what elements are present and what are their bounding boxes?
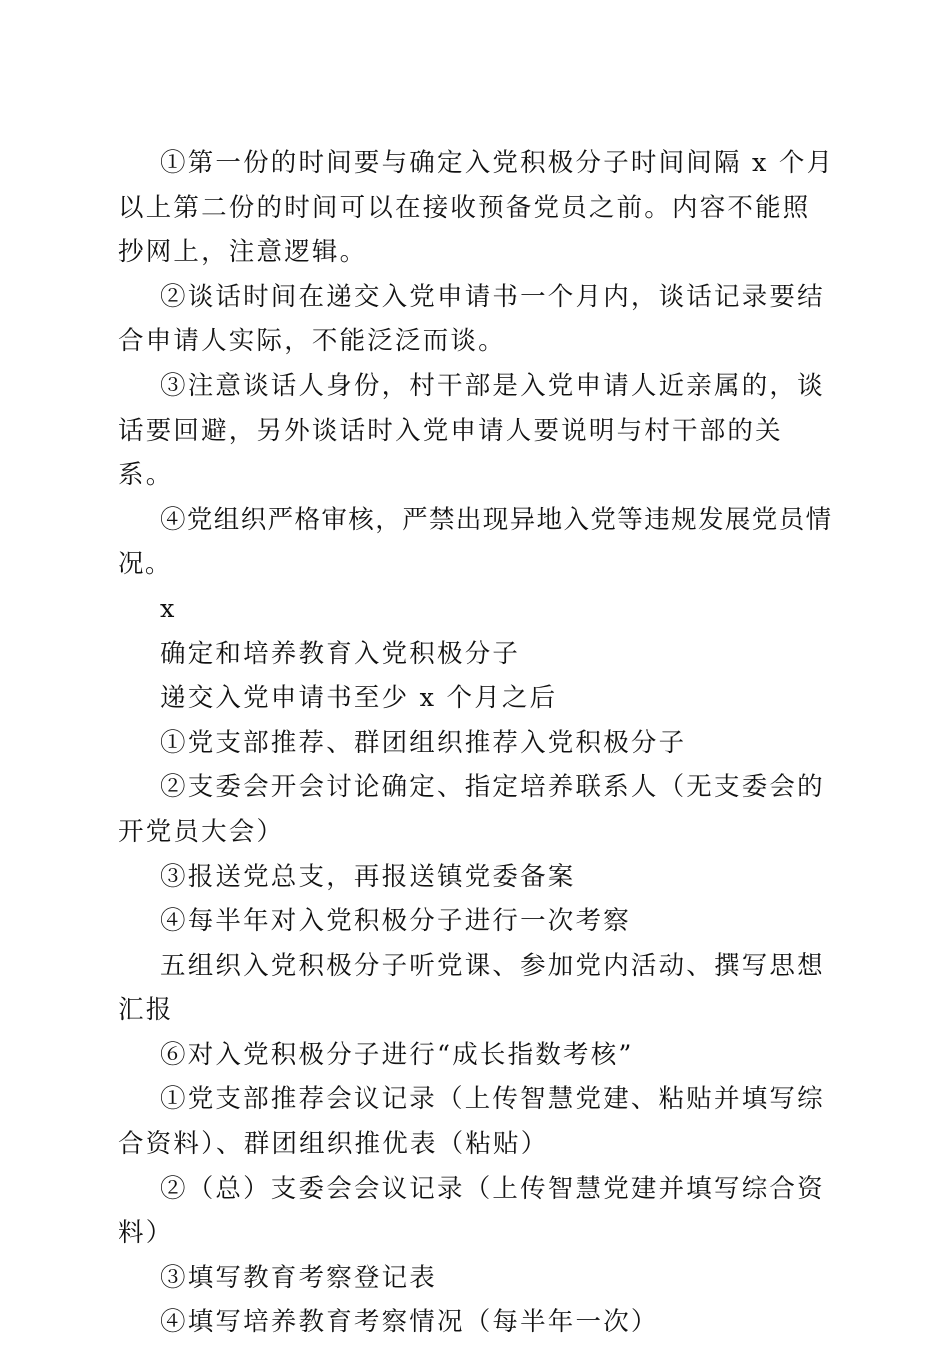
paragraph: ③填写教育考察登记表 [160,1262,438,1293]
paragraph: ③注意谈话人身份，村干部是入党申请人近亲属的，谈话要回避，另外谈话时入党申请人要说明与村干部的关系。 [118,370,825,491]
paragraph: ②（总）支委会会议记录（上传智慧党建并填写综合资料） [118,1173,825,1249]
paragraph: ④每半年对入党积极分子进行一次考察 [160,906,631,937]
paragraph: ①党支部推荐会议记录（上传智慧党建、粘贴并填写综合资料）、群团组织推优表（粘贴） [118,1084,825,1160]
paragraph: ④党组织严格审核，严禁出现异地入党等违规发展党员情况。 [118,504,833,580]
section-heading: 确定和培养教育入党积极分子 [160,638,521,669]
paragraph: 递交入党申请书至少 x 个月之后 [160,683,558,714]
paragraph: ④填写培养教育考察情况（每半年一次） [160,1307,659,1338]
paragraph: ②支委会开会讨论确定、指定培养联系人（无支委会的开党员大会） [118,772,825,847]
paragraph: 五组织入党积极分子听党课、参加党内活动、撰写思想汇报 [118,950,825,1026]
paragraph: ⑥对入党积极分子进行“成长指数考核” [160,1039,634,1070]
paragraph: x [160,593,177,624]
document-body [118,141,838,1345]
paragraph: ①党支部推荐、群团组织推荐入党积极分子 [160,727,687,758]
paragraph: ②谈话时间在递交入党申请书一个月内，谈话记录要结合申请人实际，不能泛泛而谈。 [118,281,825,357]
paragraph: ③报送党总支，再报送镇党委备案 [160,861,576,892]
paragraph: ①第一份的时间要与确定入党积极分子时间间隔 x 个月以上第二份的时间可以在接收预备党员之前。内容不能照抄网上，注意逻辑。 [118,148,835,268]
